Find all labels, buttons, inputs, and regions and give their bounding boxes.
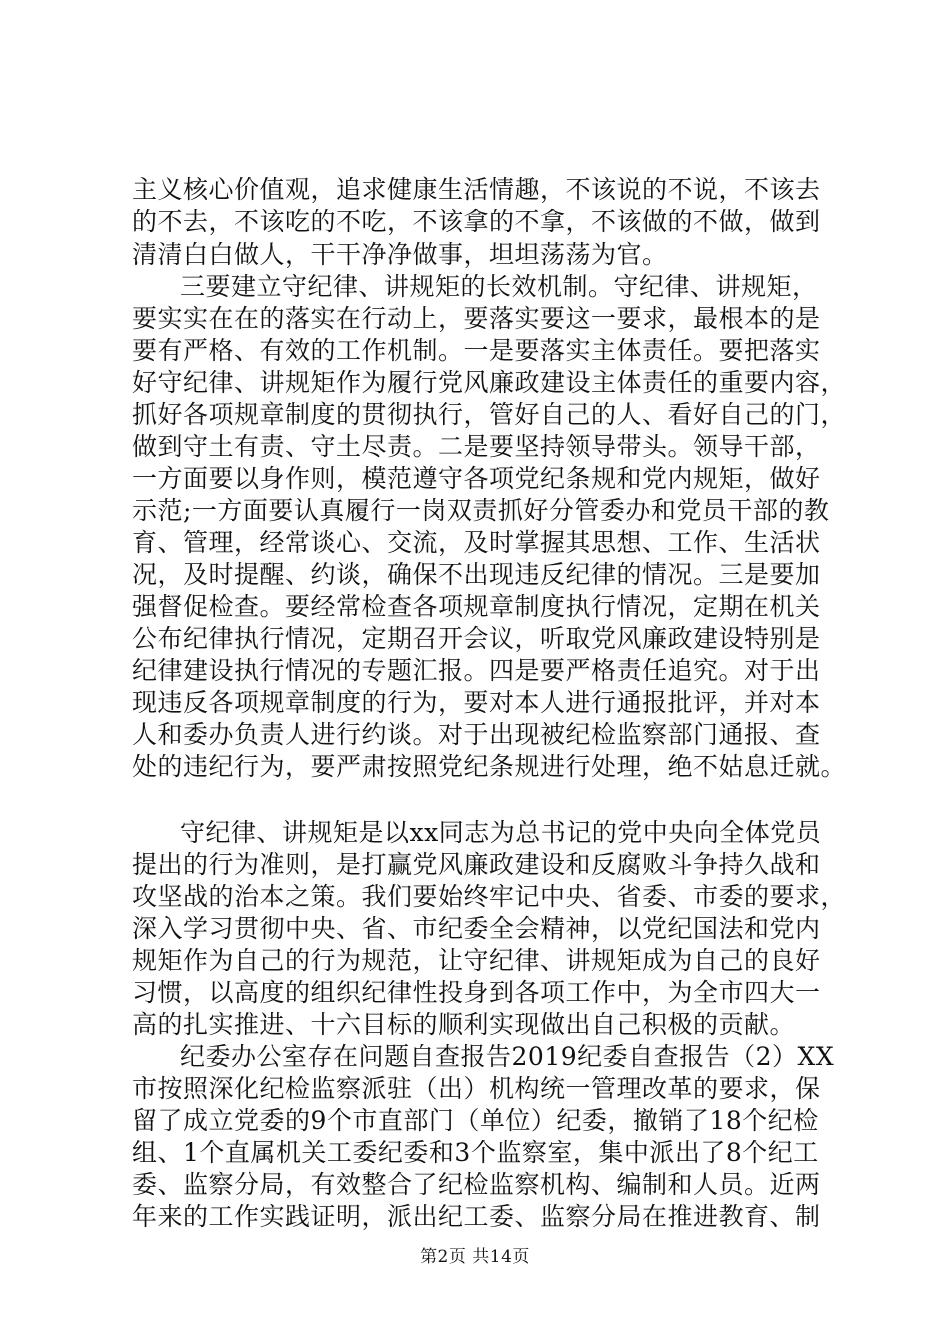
- text-line: 况，及时提醒、约谈，确保不出现违反纪律的情况。三是要加: [132, 560, 821, 589]
- text-line: 要有严格、有效的工作机制。一是要落实主体责任。要把落实: [132, 336, 821, 365]
- text-line: 现违反各项规章制度的行为，要对本人进行通报批评，并对本: [132, 688, 821, 717]
- text-line: 留了成立党委的9个市直部门（单位）纪委，撤销了18个纪检: [132, 1106, 819, 1135]
- text-line: 深入学习贯彻中央、省、市纪委全会精神，以党纪国法和党内: [132, 914, 821, 943]
- text-line: 处的违纪行为，要严肃按照党纪条规进行处理，绝不姑息迁就。: [132, 752, 847, 781]
- text-line: 高的扎实推进、十六目标的顺利实现做出自己积极的贡献。: [132, 1010, 796, 1039]
- text-line: 市按照深化纪检监察派驻（出）机构统一管理改革的要求，保: [132, 1074, 821, 1103]
- text-line: 攻坚战的治本之策。我们要始终牢记中央、省委、市委的要求，: [132, 882, 847, 911]
- text-line: 主义核心价值观，追求健康生活情趣，不该说的不说，不该去: [132, 175, 821, 204]
- text-line: 一方面要以身作则，模范遵守各项党纪条规和党内规矩，做好: [132, 464, 821, 493]
- text-line: 纪律建设执行情况的专题汇报。四是要严格责任追究。对于出: [132, 656, 821, 685]
- text-line: 组、1个直属机关工委纪委和3个监察室，集中派出了8个纪工: [132, 1138, 819, 1167]
- page-number-footer: 第2页 共14页: [420, 1247, 530, 1267]
- text-line: 示范;一方面要认真履行一岗双责抓好分管委办和党员干部的教: [132, 496, 830, 525]
- text-line: 强督促检查。要经常检查各项规章制度执行情况，定期在机关: [132, 592, 821, 621]
- text-line: 好守纪律、讲规矩作为履行党风廉政建设主体责任的重要内容，: [132, 368, 847, 397]
- paragraph-start-line: 三要建立守纪律、讲规矩的长效机制。守纪律、讲规矩，: [180, 272, 818, 301]
- text-line: 公布纪律执行情况，定期召开会议，听取党风廉政建设特别是: [132, 624, 821, 653]
- text-line: 委、监察分局，有效整合了纪检监察机构、编制和人员。近两: [132, 1170, 821, 1199]
- text-line: 的不去，不该吃的不吃，不该拿的不拿，不该做的不做，做到: [132, 207, 821, 236]
- text-line: 提出的行为准则，是打赢党风廉政建设和反腐败斗争持久战和: [132, 850, 821, 879]
- text-line: 做到守土有责、守土尽责。二是要坚持领导带头。领导干部，: [132, 432, 821, 461]
- paragraph-start-line: 守纪律、讲规矩是以xx同志为总书记的党中央向全体党员: [180, 818, 822, 847]
- text-line: 要实实在在的落实在行动上，要落实要这一要求，最根本的是: [132, 304, 821, 333]
- text-line: 人和委办负责人进行约谈。对于出现被纪检监察部门通报、查: [132, 720, 821, 749]
- text-line: 清清白白做人，干干净净做事，坦坦荡荡为官。: [132, 240, 668, 269]
- text-line: 习惯，以高度的组织纪律性投身到各项工作中，为全市四大一: [132, 978, 821, 1007]
- text-line: 规矩作为自己的行为规范，让守纪律、讲规矩成为自己的良好: [132, 946, 821, 975]
- text-line: 年来的工作实践证明，派出纪工委、监察分局在推进教育、制: [132, 1202, 821, 1231]
- paragraph-start-line: 纪委办公室存在问题自查报告2019纪委自查报告（2）XX: [180, 1042, 835, 1071]
- text-line: 育、管理，经常谈心、交流，及时掌握其思想、工作、生活状: [132, 528, 821, 557]
- text-line: 抓好各项规章制度的贯彻执行，管好自己的人、看好自己的门，: [132, 400, 847, 429]
